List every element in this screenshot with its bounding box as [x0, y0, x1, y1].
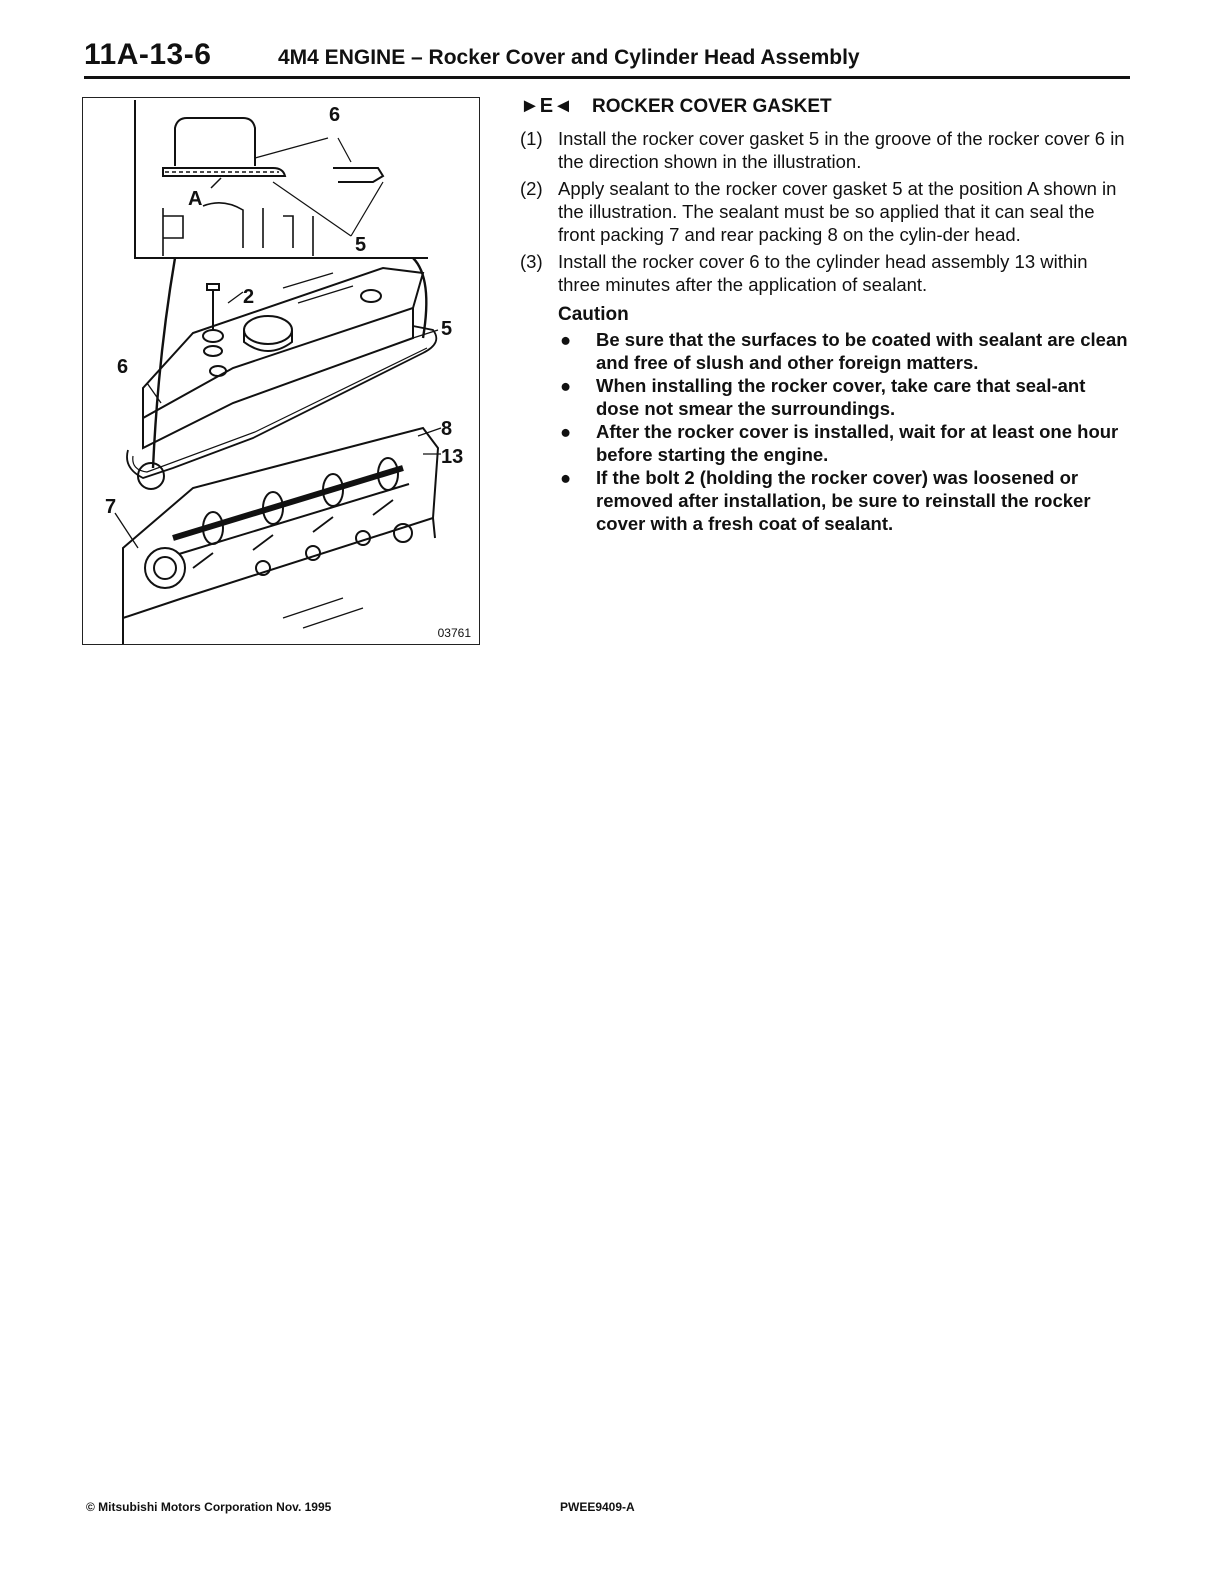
step-number: (1) — [520, 128, 543, 149]
step-text: Install the rocker cover 6 to the cylinder head assembly 13 within three minutes after the application of sealant. — [558, 251, 1088, 295]
label-rocker-cover-inset: 6 — [329, 104, 341, 126]
footer-copyright: © Mitsubishi Motors Corporation Nov. 1995 — [86, 1500, 332, 1514]
step-3 — [520, 250, 1130, 296]
step-number: (3) — [520, 251, 543, 272]
caution-text: After the rocker cover is installed, wait for at least one hour before starting the engine. — [596, 421, 1119, 465]
rocker-cover-drawing — [83, 98, 479, 644]
section-reference-mark: ►E◄ — [520, 95, 573, 117]
header-divider — [84, 76, 1130, 79]
section-heading — [520, 95, 1130, 123]
caution-heading: Caution — [558, 304, 629, 325]
step-text: Apply sealant to the rocker cover gasket 5 at the position A shown in the illustration. The sealant must be so applied that it can seal the front packing 7 and rear packing 8 on the cylin-der head. — [558, 178, 1117, 245]
section-title: ROCKER COVER GASKET — [592, 96, 832, 117]
bullet-icon: ● — [560, 467, 572, 488]
caution-item — [520, 420, 1130, 466]
label-cylinder-head: 13 — [441, 446, 464, 468]
label-gasket-inset: 5 — [355, 234, 367, 256]
page-number: 11A-13-6 — [84, 38, 212, 71]
label-front-packing: 7 — [105, 496, 117, 518]
label-rocker-cover: 6 — [117, 356, 129, 378]
page-header — [84, 38, 1130, 78]
figure-code: 03761 — [437, 626, 471, 640]
step-text: Install the rocker cover gasket 5 in the groove of the rocker cover 6 in the direction shown in the illustration. — [558, 128, 1125, 172]
label-rear-packing: 8 — [441, 418, 453, 440]
caution-item — [520, 374, 1130, 420]
caution-text: When installing the rocker cover, take care that seal-ant dose not smear the surroundings. — [596, 375, 1086, 419]
bullet-icon: ● — [560, 375, 572, 396]
rocker-cover-gasket-section — [520, 95, 1130, 535]
caution-text: Be sure that the surfaces to be coated with sealant are clean and free of slush and other foreign matters. — [596, 329, 1128, 373]
footer-document-code: PWEE9409-A — [560, 1500, 635, 1514]
label-gasket: 5 — [441, 318, 453, 340]
caution-item — [520, 466, 1130, 535]
caution-item — [520, 328, 1130, 374]
engine-illustration — [82, 97, 480, 645]
bullet-icon: ● — [560, 329, 572, 350]
label-bolt: 2 — [243, 286, 255, 308]
step-1 — [520, 127, 1130, 173]
page-title: 4M4 ENGINE – Rocker Cover and Cylinder Head Assembly — [278, 46, 860, 69]
label-position-a: A — [188, 188, 203, 210]
step-2 — [520, 177, 1130, 246]
caution-text: If the bolt 2 (holding the rocker cover) was loosened or removed after installation, be sure to reinstall the rocker cover with a fresh coat of sealant. — [596, 467, 1091, 534]
step-number: (2) — [520, 178, 543, 199]
bullet-icon: ● — [560, 421, 572, 442]
